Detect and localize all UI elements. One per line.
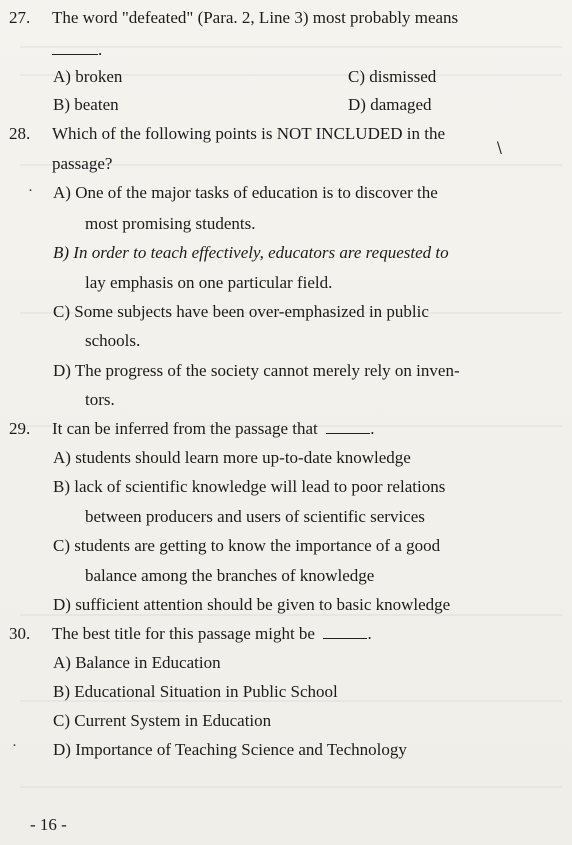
question-text: The best title for this passage might be (52, 624, 315, 643)
bleed-through (20, 786, 562, 788)
option-a: A) broken (53, 67, 123, 86)
option-a: A) Balance in Education (53, 653, 221, 672)
blank-period: . (367, 624, 372, 643)
option-c: C) dismissed (348, 67, 437, 86)
option-c: C) students are getting to know the importance of a good (53, 536, 441, 555)
option-d: D) sufficient attention should be given to basic knowledge (53, 595, 451, 614)
pencil-mark: ∖ (494, 141, 504, 157)
answer-blank (52, 40, 98, 55)
option-b: B) Educational Situation in Public School (53, 682, 338, 701)
pencil-dot: · (28, 183, 33, 199)
option-a: A) One of the major tasks of education is to discover the (53, 183, 438, 202)
option-d: D) Importance of Teaching Science and Technology (53, 740, 407, 759)
option-c: C) Current System in Education (53, 711, 272, 730)
option-c-continued: balance among the branches of knowledge (85, 566, 375, 585)
option-b-continued: lay emphasis on one particular field. (85, 273, 333, 292)
option-b-continued: between producers and users of scientific services (85, 507, 425, 526)
blank-period: . (370, 419, 375, 438)
blank-period: . (98, 40, 103, 59)
option-b: B) In order to teach effectively, educators are requested to (53, 243, 449, 262)
question-text: Which of the following points is NOT INCLUDED in the (52, 124, 446, 143)
question-number: 29. (9, 419, 31, 438)
option-d: D) The progress of the society cannot merely rely on inven- (53, 361, 460, 380)
pencil-dot: · (12, 738, 17, 754)
option-a-continued: most promising students. (85, 214, 256, 233)
answer-blank (323, 624, 367, 639)
page-number: - 16 - (30, 815, 67, 834)
question-number: 30. (9, 624, 31, 643)
option-c: C) Some subjects have been over-emphasized in public (53, 302, 429, 321)
option-d-continued: tors. (85, 390, 115, 409)
question-text-continued: passage? (52, 154, 113, 173)
option-d: D) damaged (348, 95, 432, 114)
answer-blank (326, 419, 370, 434)
option-b: B) beaten (53, 95, 119, 114)
question-number: 27. (9, 8, 31, 27)
question-number: 28. (9, 124, 31, 143)
option-c-continued: schools. (85, 331, 141, 350)
option-b: B) lack of scientific knowledge will lead to poor relations (53, 477, 446, 496)
option-a: A) students should learn more up-to-date knowledge (53, 448, 411, 467)
question-text: It can be inferred from the passage that (52, 419, 318, 438)
question-text: The word "defeated" (Para. 2, Line 3) most probably means (52, 8, 459, 27)
